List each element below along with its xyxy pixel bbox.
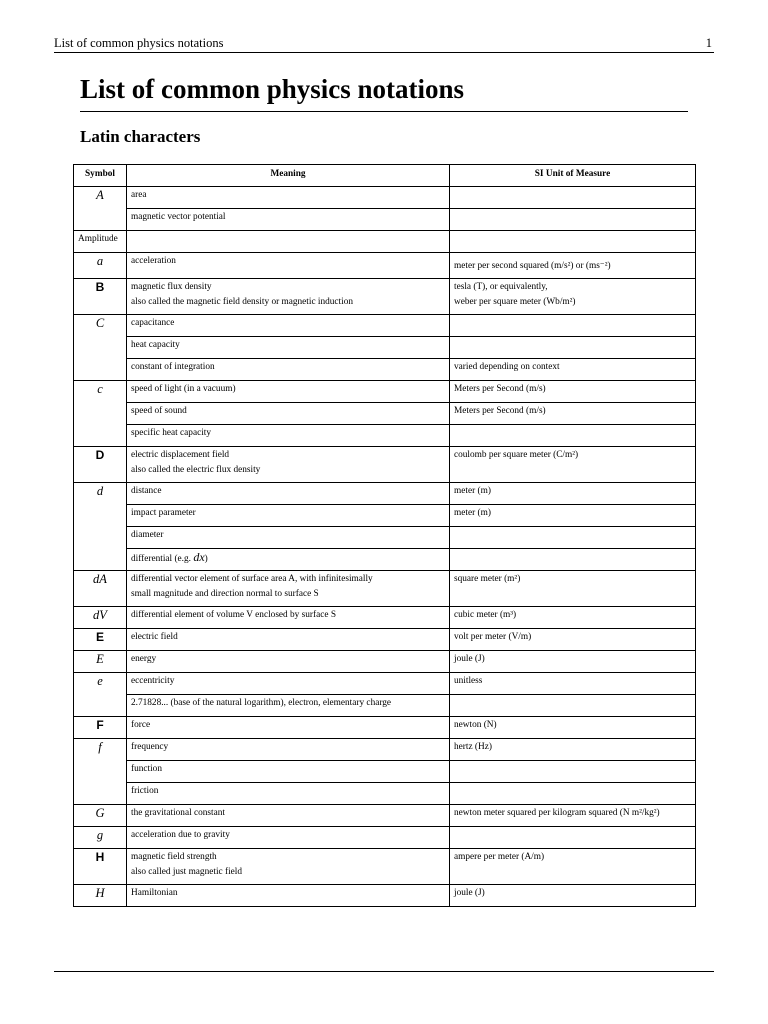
table-row xyxy=(74,651,696,673)
table-row xyxy=(74,315,696,337)
meaning-cell xyxy=(127,571,450,607)
meaning-cell: distance xyxy=(127,483,450,505)
symbol-cell: H xyxy=(74,849,127,885)
table-row xyxy=(74,673,696,695)
table-row xyxy=(74,483,696,505)
unit-cell: newton (N) xyxy=(450,717,696,739)
meaning-line: also called the electric flux density xyxy=(131,465,261,475)
table-row xyxy=(74,805,696,827)
column-header-symbol: Symbol xyxy=(74,165,127,187)
meaning-cell: force xyxy=(127,717,450,739)
table-header-row xyxy=(74,165,696,187)
symbol-cell: E xyxy=(74,629,127,651)
symbol-cell: H xyxy=(74,885,127,907)
meaning-line: electric displacement field xyxy=(131,450,230,460)
meaning-cell xyxy=(127,231,450,253)
unit-cell xyxy=(450,527,696,549)
table-row xyxy=(74,549,696,571)
meaning-cell: function xyxy=(127,761,450,783)
meaning-cell: acceleration due to gravity xyxy=(127,827,450,849)
table-row xyxy=(74,447,696,483)
meaning-line: also called just magnetic field xyxy=(131,867,243,877)
math-expression: dx xyxy=(193,550,205,564)
unit-cell xyxy=(450,783,696,805)
symbol-cell: Amplitude xyxy=(74,231,127,253)
table-row xyxy=(74,717,696,739)
unit-cell xyxy=(450,231,696,253)
symbol-cell: A xyxy=(74,187,127,231)
notation-table xyxy=(73,164,696,907)
table-row xyxy=(74,571,696,607)
column-header-meaning: Meaning xyxy=(127,165,450,187)
meaning-cell xyxy=(127,549,450,571)
symbol-cell: E xyxy=(74,651,127,673)
meaning-cell: frequency xyxy=(127,739,450,761)
table-row xyxy=(74,279,696,315)
meaning-cell: Hamiltonian xyxy=(127,885,450,907)
meaning-cell xyxy=(127,849,450,885)
unit-cell: Meters per Second (m/s) xyxy=(450,381,696,403)
unit-line: tesla (T), or equivalently, xyxy=(454,282,548,292)
footer-rule xyxy=(54,971,714,972)
unit-cell: Meters per Second (m/s) xyxy=(450,403,696,425)
meaning-cell: specific heat capacity xyxy=(127,425,450,447)
unit-cell: meter (m) xyxy=(450,505,696,527)
meaning-cell: differential element of volume V enclosed by surface S xyxy=(127,607,450,629)
meaning-cell: speed of sound xyxy=(127,403,450,425)
unit-cell: volt per meter (V/m) xyxy=(450,629,696,651)
unit-cell xyxy=(450,695,696,717)
meaning-cell: energy xyxy=(127,651,450,673)
symbol-cell: g xyxy=(74,827,127,849)
meaning-line: magnetic flux density xyxy=(131,282,212,292)
table-row xyxy=(74,849,696,885)
unit-cell xyxy=(450,209,696,231)
unit-cell xyxy=(450,315,696,337)
meaning-cell: eccentricity xyxy=(127,673,450,695)
meaning-cell: diameter xyxy=(127,527,450,549)
unit-cell: hertz (Hz) xyxy=(450,739,696,761)
meaning-line: small magnitude and direction normal to surface S xyxy=(131,589,319,599)
table-row xyxy=(74,187,696,209)
symbol-cell: D xyxy=(74,447,127,483)
table-row xyxy=(74,209,696,231)
table-row xyxy=(74,527,696,549)
meaning-cell xyxy=(127,279,450,315)
column-header-unit: SI Unit of Measure xyxy=(450,165,696,187)
table-row xyxy=(74,403,696,425)
table-row xyxy=(74,425,696,447)
meaning-line: differential vector element of surface area A, with infinitesimally xyxy=(131,574,373,584)
unit-cell xyxy=(450,761,696,783)
unit-cell: unitless xyxy=(450,673,696,695)
meaning-cell: speed of light (in a vacuum) xyxy=(127,381,450,403)
unit-cell: ampere per meter (A/m) xyxy=(450,849,696,885)
unit-cell xyxy=(450,337,696,359)
meaning-cell: area xyxy=(127,187,450,209)
table-row xyxy=(74,885,696,907)
symbol-cell: G xyxy=(74,805,127,827)
meaning-cell: impact parameter xyxy=(127,505,450,527)
running-header xyxy=(54,36,714,53)
table-row xyxy=(74,761,696,783)
meaning-text: differential (e.g. xyxy=(131,554,191,564)
page-title: List of common physics notations xyxy=(80,72,688,112)
page-number: 1 xyxy=(705,36,712,50)
symbol-cell: dV xyxy=(74,607,127,629)
symbol-cell: C xyxy=(74,315,127,381)
meaning-cell: electric field xyxy=(127,629,450,651)
meaning-cell: heat capacity xyxy=(127,337,450,359)
table-row xyxy=(74,231,696,253)
unit-cell: meter per second squared (m/s²) or (ms⁻²) xyxy=(450,253,696,279)
symbol-cell: f xyxy=(74,739,127,805)
table-row xyxy=(74,253,696,279)
symbol-cell: a xyxy=(74,253,127,279)
symbol-cell: d xyxy=(74,483,127,571)
table-row xyxy=(74,505,696,527)
symbol-cell: c xyxy=(74,381,127,447)
meaning-text-tail: ) xyxy=(204,554,208,564)
meaning-cell: magnetic vector potential xyxy=(127,209,450,231)
unit-cell xyxy=(450,827,696,849)
unit-cell: square meter (m²) xyxy=(450,571,696,607)
table-row xyxy=(74,695,696,717)
unit-cell: coulomb per square meter (C/m²) xyxy=(450,447,696,483)
meaning-cell: friction xyxy=(127,783,450,805)
symbol-cell: e xyxy=(74,673,127,717)
unit-cell: joule (J) xyxy=(450,885,696,907)
meaning-cell: the gravitational constant xyxy=(127,805,450,827)
unit-cell: newton meter squared per kilogram squared (N m²/kg²) xyxy=(450,805,696,827)
table-row xyxy=(74,783,696,805)
unit-cell xyxy=(450,279,696,315)
unit-cell: cubic meter (m³) xyxy=(450,607,696,629)
table-row xyxy=(74,381,696,403)
table-row xyxy=(74,607,696,629)
running-title: List of common physics notations xyxy=(54,36,224,50)
symbol-cell: F xyxy=(74,717,127,739)
meaning-cell: 2.71828... (base of the natural logarithm), electron, elementary charge xyxy=(127,695,450,717)
table-row xyxy=(74,739,696,761)
unit-cell xyxy=(450,187,696,209)
table-row xyxy=(74,827,696,849)
meaning-line: magnetic field strength xyxy=(131,852,217,862)
unit-cell: varied depending on context xyxy=(450,359,696,381)
symbol-cell: B xyxy=(74,279,127,315)
table-row xyxy=(74,337,696,359)
meaning-cell: capacitance xyxy=(127,315,450,337)
unit-cell: joule (J) xyxy=(450,651,696,673)
meaning-line: also called the magnetic field density or magnetic induction xyxy=(131,297,354,307)
unit-cell: meter (m) xyxy=(450,483,696,505)
meaning-cell: constant of integration xyxy=(127,359,450,381)
meaning-cell: acceleration xyxy=(127,253,450,279)
table-row xyxy=(74,359,696,381)
meaning-cell xyxy=(127,447,450,483)
unit-cell xyxy=(450,549,696,571)
unit-line: weber per square meter (Wb/m²) xyxy=(454,297,576,307)
unit-cell xyxy=(450,425,696,447)
table-row xyxy=(74,629,696,651)
section-heading: Latin characters xyxy=(80,127,201,146)
symbol-cell: dA xyxy=(74,571,127,607)
